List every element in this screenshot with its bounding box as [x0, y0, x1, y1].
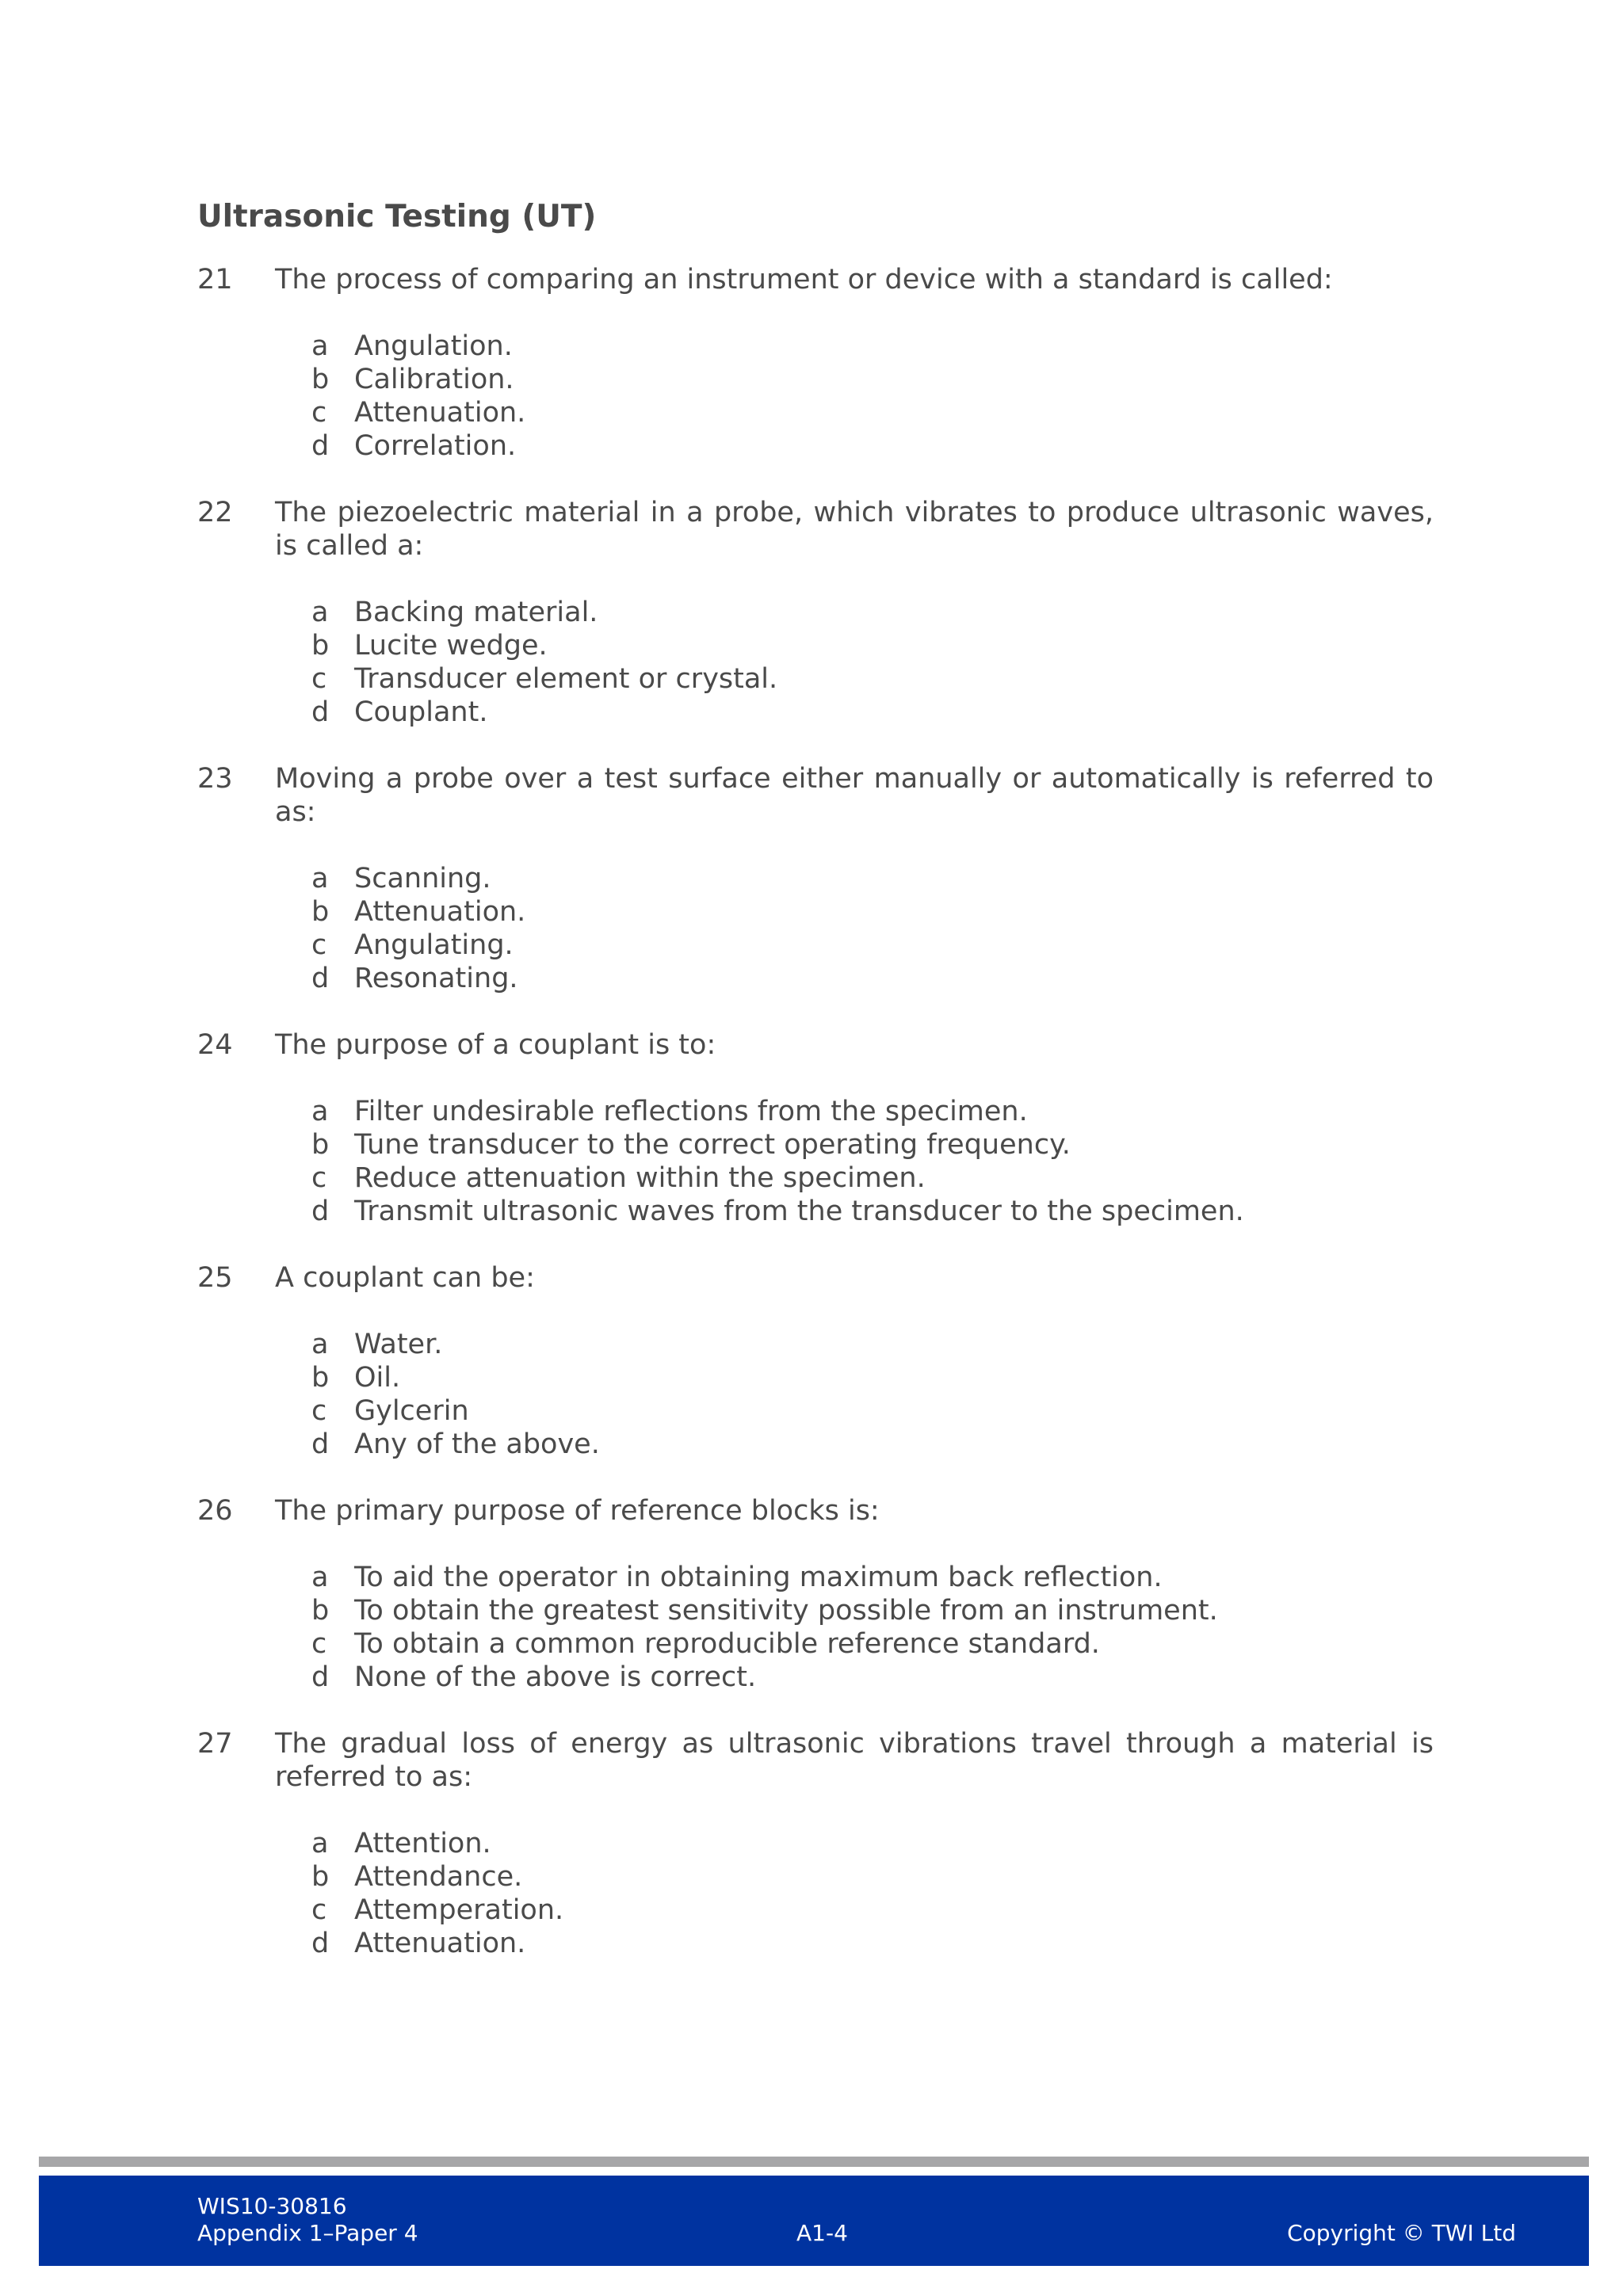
option-text: Attenuation.	[354, 397, 526, 429]
option-letter: d	[311, 696, 330, 728]
footer-rule	[39, 2157, 1589, 2167]
question-text: The piezoelectric material in a probe, which vibrates to produce ultrasonic waves, is called a:	[275, 497, 1434, 562]
option-letter: c	[311, 1395, 327, 1427]
option-text: Any of the above.	[354, 1428, 600, 1460]
option-b	[311, 1594, 1434, 1627]
option-a	[311, 1827, 1434, 1860]
option-text: Angulating.	[354, 929, 514, 961]
question-23	[197, 762, 1434, 995]
question-text: The gradual loss of energy as ultrasonic vibrations travel through a material is referred to as:	[275, 1728, 1434, 1793]
option-a	[311, 330, 1434, 363]
option-c	[311, 662, 1434, 696]
option-c	[311, 396, 1434, 429]
option-d	[311, 1927, 1434, 1960]
question-21	[197, 263, 1434, 463]
option-text: Scanning.	[354, 863, 491, 894]
option-b	[311, 895, 1434, 929]
option-b	[311, 629, 1434, 662]
option-letter: d	[311, 1928, 330, 1959]
question-number: 21	[197, 264, 233, 296]
option-text: Attenuation.	[354, 896, 526, 928]
option-text: Attention.	[354, 1828, 491, 1859]
option-b	[311, 363, 1434, 396]
option-c	[311, 1894, 1434, 1927]
option-text: To obtain the greatest sensitivity possible from an instrument.	[354, 1595, 1218, 1627]
question-number: 26	[197, 1495, 233, 1527]
page-title: Ultrasonic Testing (UT)	[197, 199, 597, 235]
option-text: Attendance.	[354, 1861, 523, 1893]
option-d	[311, 429, 1434, 463]
option-text: Couplant.	[354, 696, 488, 728]
question-text: The purpose of a couplant is to:	[275, 1029, 716, 1061]
option-letter: c	[311, 1894, 327, 1926]
option-letter: d	[311, 963, 330, 994]
option-c	[311, 929, 1434, 962]
option-text: Reduce attenuation within the specimen.	[354, 1162, 926, 1194]
options-list	[197, 862, 1434, 995]
option-letter: c	[311, 1628, 327, 1660]
option-d	[311, 1661, 1434, 1694]
footer-band	[39, 2176, 1589, 2266]
option-letter: a	[311, 1562, 329, 1593]
question-26	[197, 1494, 1434, 1694]
option-c	[311, 1161, 1434, 1195]
option-letter: a	[311, 1096, 329, 1127]
footer-copyright: Copyright © TWI Ltd	[1287, 2220, 1516, 2246]
option-letter: c	[311, 1162, 327, 1194]
option-text: Oil.	[354, 1362, 401, 1394]
option-letter: b	[311, 630, 330, 662]
option-letter: c	[311, 663, 327, 695]
option-text: Lucite wedge.	[354, 630, 548, 662]
options-list	[197, 596, 1434, 729]
option-text: Angulation.	[354, 330, 513, 362]
option-a	[311, 1561, 1434, 1594]
option-text: Correlation.	[354, 430, 517, 462]
option-letter: c	[311, 929, 327, 961]
option-a	[311, 596, 1434, 629]
footer-doc-code: WIS10-30816	[197, 2193, 347, 2219]
option-letter: a	[311, 597, 329, 628]
option-d	[311, 696, 1434, 729]
option-d	[311, 1195, 1434, 1228]
options-list	[197, 1095, 1434, 1228]
option-text: Gylcerin	[354, 1395, 469, 1427]
question-number: 27	[197, 1728, 233, 1760]
footer-page-number: A1-4	[796, 2220, 848, 2246]
option-b	[311, 1361, 1434, 1394]
option-text: None of the above is correct.	[354, 1661, 757, 1693]
options-list	[197, 1561, 1434, 1694]
question-number: 24	[197, 1029, 233, 1061]
question-number: 22	[197, 497, 233, 528]
option-letter: d	[311, 1428, 330, 1460]
option-letter: c	[311, 397, 327, 429]
option-text: To aid the operator in obtaining maximum back reflection.	[354, 1562, 1163, 1593]
question-22	[197, 496, 1434, 729]
option-letter: a	[311, 863, 329, 894]
option-letter: b	[311, 1595, 330, 1627]
question-text: The primary purpose of reference blocks is:	[275, 1495, 880, 1527]
option-letter: b	[311, 1362, 330, 1394]
options-list	[197, 1328, 1434, 1461]
option-a	[311, 862, 1434, 895]
question-text: The process of comparing an instrument or device with a standard is called:	[275, 264, 1333, 296]
option-text: Attenuation.	[354, 1928, 526, 1959]
option-text: To obtain a common reproducible reference standard.	[354, 1628, 1100, 1660]
option-text: Calibration.	[354, 364, 514, 395]
option-letter: b	[311, 1861, 330, 1893]
option-letter: d	[311, 430, 330, 462]
option-text: Water.	[354, 1329, 443, 1360]
option-c	[311, 1627, 1434, 1661]
option-text: Filter undesirable reflections from the specimen.	[354, 1096, 1028, 1127]
option-b	[311, 1860, 1434, 1894]
question-number: 23	[197, 763, 233, 795]
option-text: Attemperation.	[354, 1894, 564, 1926]
question-25	[197, 1261, 1434, 1461]
option-text: Transmit ultrasonic waves from the transducer to the specimen.	[354, 1196, 1244, 1227]
option-letter: b	[311, 1129, 330, 1161]
footer-section: Appendix 1–Paper 4	[197, 2220, 418, 2246]
option-letter: a	[311, 330, 329, 362]
options-list	[197, 330, 1434, 463]
option-a	[311, 1095, 1434, 1128]
option-letter: b	[311, 364, 330, 395]
question-27	[197, 1727, 1434, 1960]
option-letter: b	[311, 896, 330, 928]
option-letter: a	[311, 1828, 329, 1859]
question-text: Moving a probe over a test surface either manually or automatically is referred to as:	[275, 763, 1434, 828]
option-text: Backing material.	[354, 597, 598, 628]
option-text: Resonating.	[354, 963, 518, 994]
option-d	[311, 962, 1434, 995]
options-list	[197, 1827, 1434, 1960]
option-c	[311, 1394, 1434, 1428]
question-number: 25	[197, 1262, 233, 1294]
option-letter: d	[311, 1661, 330, 1693]
option-b	[311, 1128, 1434, 1161]
option-letter: d	[311, 1196, 330, 1227]
option-d	[311, 1428, 1434, 1461]
option-letter: a	[311, 1329, 329, 1360]
option-text: Transducer element or crystal.	[354, 663, 778, 695]
footer-doc-info	[197, 2193, 418, 2247]
question-24	[197, 1028, 1434, 1228]
option-text: Tune transducer to the correct operating frequency.	[354, 1129, 1071, 1161]
option-a	[311, 1328, 1434, 1361]
question-text: A couplant can be:	[275, 1262, 535, 1294]
